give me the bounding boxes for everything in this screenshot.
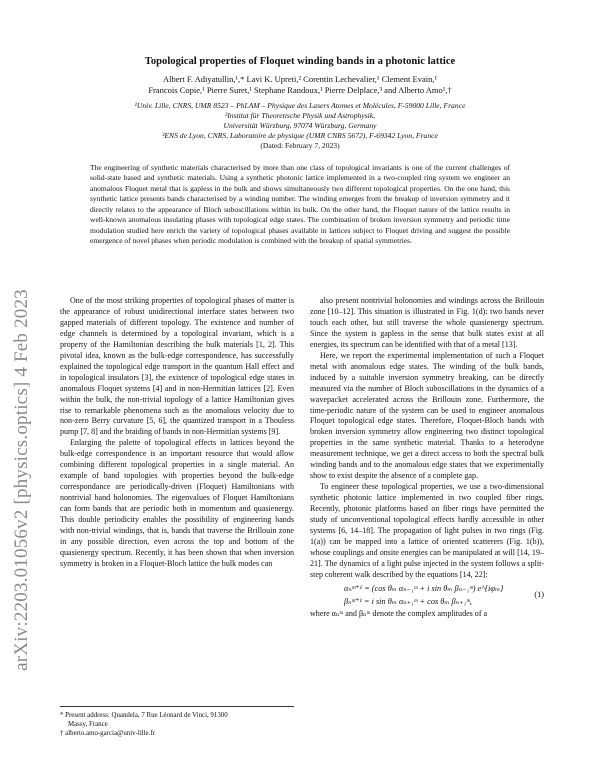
equation-number: (1) [534,589,544,599]
body-paragraph: also present nontrivial holonomies and windings across the Brillouin zone [10–12]. This situation is illustrated in Fig. 1(d): two bands never touch each other, but still traverse the whole quasienergy spectrum. Since the system is gapless in the sense that bulk states exist at all energies, its spectrum can be identified with that of a metal [13]. [310,296,544,349]
author-line-1: Albert F. Adiyatullin,¹,* Lavi K. Upreti,² Corentin Lechevalier,¹ Clement Evain,¹ [162,74,438,84]
arxiv-id-text: arXiv:2203.01056v2 [physics.optics] 4 Feb 2023 [11,289,32,671]
affiliation-2-cont: Universität Würzburg, 97074 Würzburg, Germany [223,121,377,130]
equation-1 [310,582,544,608]
author-line-2: Francois Copie,¹ Pierre Suret,¹ Stephane Randoux,¹ Pierre Delplace,³ and Alberto Amo¹,† [148,85,452,95]
body-paragraph-continued: where αₙᵐ and βₙᵐ denote the complex amplitudes of a [310,608,488,618]
equation-line-1: αₙᵐ⁺¹ = (cos θₘ αₙ₋₁ᵐ + i sin θₘ βₙ₋₁ᵐ) e^{iφₘ} [344,583,504,593]
date-line: (Dated: February 7, 2023) [260,141,340,150]
body-paragraph: Enlarging the palette of topological effects in lattices beyond the bulk-edge correspondence is an important resource that would allow combining different topological properties in a single material. An example of band topologies with properties beyond the bulk-edge correspondance are periodically-driven (Floquet) Hamiltonians with nontrivial band holonomies. The eigenvalues of Floquet Hamiltonians can form bands that are periodic both in momentum and quasienergy. This double periodicity enables the possibility of engineering bands with non-trivial windings, that is, bands that traverse the Brillouin zone in any possible direction, even across the top and bottom of the quasienergy spectrum. Recently, it has been shown that when inversion symmetry is broken in a Floquet-Bloch lattice the bulk modes can [60,438,294,568]
body-paragraph: To engineer these topological properties, we use a two-dimensional synthetic photonic lattice implemented in two coupled fiber rings. Recently, photonic platforms based on fiber rings have permitted the study of unconventional topological effects hardly accessible in other systems [6, 14–18]. The propagation of light pulses in two rings (Fig. 1(a)) can be mapped into a lattice of oriented scatterers (Fig. 1(b)), whose couplings and onsite energies can be manipulated at will [14, 19–21]. The dynamics of a light pulse injected in the system follows a split-step coherent walk described by the equations [14, 22]: [310,482,544,579]
affiliations [60,101,540,151]
affiliation-2: ²Institut für Theoretische Physik und Astrophysik, [224,111,376,120]
paper-title: Topological properties of Floquet winding bands in a photonic lattice [144,56,456,67]
affiliation-3: ³ENS de Lyon, CNRS, Laboratoire de physique (UMR CNRS 5672), F-69342 Lyon, France [162,131,438,140]
abstract: The engineering of synthetic materials characterised by more than one class of topological invariants is one of the current challenges of solid-state based and synthetic materials. Using a synthetic photonic lattice implemented in a two-coupled ring system we engineer an anomalous Floquet metal that is gapless in the bulk and shows simultaneously two different topological properties. On the one hand, this synthetic lattice presents bands characterised by a winding number. The winding emerges from the breakup of inversion symmetry and it directly relates to the appearance of Bloch suboscillations within its bulk. On the other hand, the Floquet nature of the lattice results in well-known anomalous insulating phases with topological edge states. The combination of broken inversion symmetry and periodic time modulation studied here enrich the variety of topological phases available in lattices subject to Floquet driving and suggest the possible emergence of novel phases when periodic modulation is combined with the breakup of spatial symmetries. [90,163,510,246]
body-paragraph: Here, we report the experimental implementation of such a Floquet metal with anomalous edge states. The winding of the bulk bands, induced by a suitable inversion symmetry breaking, can be directly measured via the number of Bloch suboscillations in the dynamics of a wavepacket accelerated across the Brillouin zone. Furthermore, the time-periodic nature of the system can be used to engineer anomalous Floquet topological edge states. Therefore, Floquet-Bloch bands with broken inversion symmetry allow engineering two distinct topological properties in the same synthetic material. Thanks to a heterodyne measurement technique, we get a direct access to both the spectral bulk winding bands and to the anomalous edge states that we experimentally show to exist despite the absence of a complete gap. [310,350,544,481]
footnote-email: † alberto.amo-garcia@univ-lille.fr [60,730,155,737]
footnotes [60,706,294,738]
body-paragraph: One of the most striking properties of topological phases of matter is the appearance of robust unidirectional interface states between two gapped materials of different topology. The existence and number of edge channels is determined by a topological invariant, which is a property of the Hamiltonian describing the bulk materials [1, 2]. This pivotal idea, known as the bulk-edge correspondence, has successfully explained the topological edge transport in the quantum Hall effect and in topological insulators [3], the existence of topological edge states in anomalous Floquet systems [4] and in non-Hermitian lattices [2]. Even within the bulk, the non-trivial topology of a lattice Hamiltonian gives rise to remarkable phenomena such as the anomalous velocity due to non-zero Berry curvature [5, 6], the quantized transport in a Thouless pump [7, 8] and the braiding of bands in non-Hermitian systems [9]. [60,296,294,437]
footnote-present-address-cont: Massy, France [68,721,108,728]
right-column [310,296,544,620]
equation-line-2: βₙᵐ⁺¹ = i sin θₘ αₙ₊₁ᵐ + cos θₘ βₙ₊₁ᵐ, [344,596,472,606]
footnote-present-address: * Present address: Quandela, 7 Rue Léonard de Vinci, 91300 [60,712,228,719]
arxiv-identifier [4,289,40,671]
affiliation-1: ¹Univ. Lille, CNRS, UMR 8523 – PhLAM – Physique des Lasers Atomes et Molécules, F-59000 Lille, France [134,101,466,110]
author-list [60,74,540,96]
left-column [60,296,294,570]
